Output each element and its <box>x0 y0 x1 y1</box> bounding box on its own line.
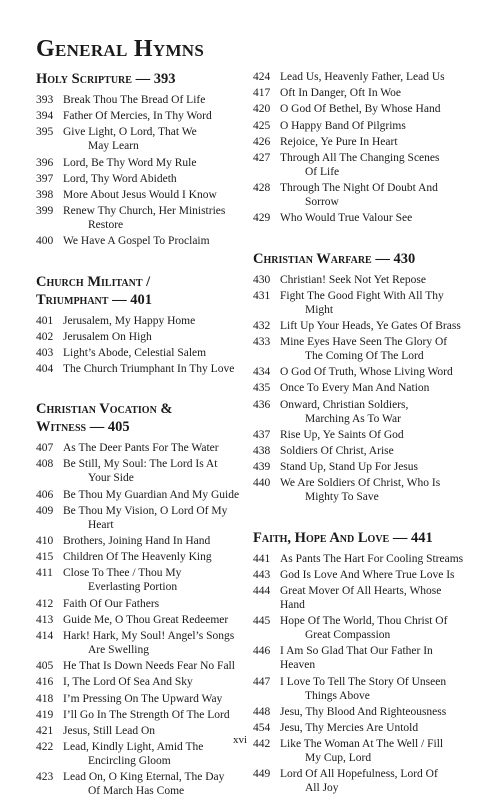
hymn-title-line: I Am So Glad That Our Father In Heaven <box>280 645 433 672</box>
hymn-entry <box>36 597 246 611</box>
hymn-number: 432 <box>253 319 271 332</box>
section-heading-line: Holy Scripture — 393 <box>36 71 176 87</box>
hymn-number: 430 <box>253 273 271 286</box>
hymn-title <box>63 441 246 455</box>
hymn-number: 435 <box>253 382 271 395</box>
hymn-title <box>280 365 467 379</box>
hymn-entry <box>36 172 246 186</box>
hymn-entry <box>253 273 467 287</box>
hymn-title-continuation: Things Above <box>305 689 370 702</box>
hymn-number: 412 <box>36 597 54 610</box>
hymn-entry <box>253 70 467 84</box>
hymn-title-line: Guide Me, O Thou Great Redeemer <box>63 613 229 626</box>
hymn-title-line: Brothers, Joining Hand In Hand <box>63 535 211 547</box>
hymn-entry <box>253 135 467 149</box>
hymn-title <box>280 460 467 474</box>
hymn-number: 425 <box>253 119 271 132</box>
hymn-entry <box>36 314 246 328</box>
hymn-title <box>280 151 467 179</box>
hymn-number: 410 <box>36 535 54 547</box>
hymn-title-line: Christian! Seek Not Yet Repose <box>280 273 426 286</box>
hymn-title-line: We Have A Gospel To Proclaim <box>63 235 210 248</box>
hymn-title-continuation: Everlasting Portion <box>88 581 178 594</box>
hymn-title <box>63 346 246 360</box>
section-continued <box>253 70 467 225</box>
hymn-title-line: Rejoice, Ye Pure In Heart <box>280 135 398 148</box>
hymn-entry <box>253 119 467 133</box>
hymn-title <box>280 102 467 116</box>
hymn-number: 443 <box>253 568 271 581</box>
hymn-title <box>63 708 246 722</box>
hymn-number: 449 <box>253 768 271 781</box>
hymn-number: 402 <box>36 330 54 343</box>
section-heading-line: Christian Warfare — 430 <box>253 250 416 267</box>
hymn-title <box>280 70 467 84</box>
hymn-title <box>63 93 246 107</box>
hymn-entry <box>36 346 246 360</box>
hymn-entry <box>253 428 467 442</box>
hymn-title <box>63 629 246 657</box>
hymn-title-line: Father Of Mercies, In Thy Word <box>63 110 212 123</box>
hymn-number: 454 <box>253 721 271 734</box>
hymn-title-line: Mine Eyes Have Seen The Glory Of <box>280 336 448 349</box>
hymn-entry <box>253 476 467 504</box>
hymn-title <box>63 362 246 376</box>
hymn-entry <box>253 614 467 642</box>
section-heading <box>253 529 467 547</box>
hymn-title <box>280 428 467 442</box>
hymn-number: 448 <box>253 705 271 718</box>
hymn-entry <box>253 365 467 379</box>
hymn-entry <box>36 457 246 485</box>
hymn-title <box>280 211 467 225</box>
hymn-title <box>63 659 246 673</box>
hymn-number: 403 <box>36 346 54 359</box>
hymn-number: 395 <box>36 126 54 139</box>
hymn-title-line: Onward, Christian Soldiers, <box>280 398 409 411</box>
hymn-title <box>280 721 467 735</box>
hymn-title <box>280 289 467 317</box>
hymn-title-continuation: May Learn <box>88 140 139 153</box>
section-heading <box>253 250 467 268</box>
hymn-number: 399 <box>36 205 54 218</box>
hymn-title-line: Lift Up Your Heads, Ye Gates Of Brass <box>280 319 461 332</box>
hymn-entry <box>253 102 467 116</box>
hymn-title <box>280 568 467 582</box>
section-heading-line: Witness — 405 <box>36 419 130 436</box>
hymn-entry <box>36 613 246 627</box>
hymn-title <box>63 613 246 627</box>
hymn-entry <box>36 629 246 657</box>
hymn-title-continuation: Sorrow <box>305 196 339 209</box>
hymn-title-line: Oft In Danger, Oft In Woe <box>280 87 402 100</box>
hymn-title <box>63 597 246 611</box>
section-holy-scripture-393 <box>36 70 246 248</box>
hymn-number: 431 <box>253 289 271 302</box>
hymn-entry <box>253 568 467 582</box>
hymn-title-line: More About Jesus Would I Know <box>63 188 217 201</box>
hymn-title-continuation: Are Swelling <box>88 643 150 656</box>
section-heading <box>36 273 246 309</box>
hymn-number: 414 <box>36 629 54 642</box>
hymn-title-continuation: Great Compassion <box>305 629 391 642</box>
hymn-title-line: Who Would True Valour See <box>280 212 413 225</box>
hymn-title-line: Lord Of All Hopefulness, Lord Of <box>280 768 438 781</box>
hymn-title-line: Great Mover Of All Hearts, Whose Hand <box>280 584 442 611</box>
hymn-number: 397 <box>36 172 54 185</box>
hymn-title <box>63 234 246 248</box>
hymn-number: 421 <box>36 724 54 737</box>
hymn-title <box>63 109 246 123</box>
right-column <box>253 70 467 797</box>
hymn-title-line: Children Of The Heavenly King <box>63 551 212 564</box>
hymn-number: 424 <box>253 71 271 83</box>
hymn-number: 411 <box>36 567 53 580</box>
hymn-title <box>280 644 467 672</box>
hymn-entry <box>36 330 246 344</box>
hymn-entry <box>36 234 246 248</box>
section-spacer <box>253 507 467 529</box>
hymn-title-line: Soldiers Of Christ, Arise <box>280 445 394 457</box>
hymn-title <box>280 552 467 566</box>
hymn-title <box>63 770 246 798</box>
hymn-number: 439 <box>253 461 271 474</box>
hymn-title <box>280 767 467 795</box>
hymn-title-line: O Happy Band Of Pilgrims <box>280 119 406 132</box>
hymn-title <box>63 692 246 706</box>
hymn-title-continuation: Encircling Gloom <box>88 755 171 768</box>
hymn-title-line: Faith Of Our Fathers <box>63 597 160 610</box>
hymn-title-line: O God Of Bethel, By Whose Hand <box>280 103 441 116</box>
section-heading-line: Faith, Hope And Love — 441 <box>253 529 433 546</box>
hymn-entry <box>253 444 467 458</box>
hymn-title-line: Hope Of The World, Thou Christ Of <box>280 615 448 628</box>
hymn-title-line: Jerusalem, My Happy Home <box>63 314 196 327</box>
hymn-title-continuation: Of Life <box>305 165 340 178</box>
section-church-militant <box>36 273 246 377</box>
hymn-number: 433 <box>253 336 271 349</box>
hymn-title-continuation: All Joy <box>305 782 339 795</box>
hymn-title-line: We Are Soldiers Of Christ, Who Is <box>280 477 441 490</box>
hymn-number: 394 <box>36 110 54 123</box>
hymn-title <box>280 444 467 458</box>
hymn-number: 429 <box>253 212 271 225</box>
hymn-title <box>280 398 467 426</box>
hymn-title-continuation: Might <box>305 303 334 316</box>
hymn-entry <box>36 675 246 689</box>
hymn-number: 398 <box>36 188 54 201</box>
hymn-number: 445 <box>253 615 271 628</box>
hymn-title-line: As Pants The Hart For Cooling Streams <box>280 552 464 565</box>
page-title: General Hymns <box>36 36 205 62</box>
hymn-entry <box>253 151 467 179</box>
hymn-number: 408 <box>36 458 54 471</box>
hymn-number: 420 <box>253 103 271 116</box>
hymn-number: 419 <box>36 708 54 721</box>
hymn-entry <box>36 770 246 798</box>
hymn-title <box>280 476 467 504</box>
hymn-number: 428 <box>253 182 271 195</box>
hymn-title-line: Lord, Thy Word Abideth <box>63 172 177 185</box>
hymn-entry <box>253 335 467 363</box>
hymn-title <box>280 705 467 719</box>
hymn-title <box>63 566 246 594</box>
hymn-title-line: I’m Pressing On The Upward Way <box>63 692 223 705</box>
hymn-title-line: Rise Up, Ye Saints Of God <box>280 428 404 441</box>
hymn-title <box>280 273 467 287</box>
page-number: xvi <box>232 734 248 746</box>
hymn-title-continuation: Restore <box>88 219 124 232</box>
hymn-title-line: Renew Thy Church, Her Ministries <box>63 205 226 218</box>
hymn-title <box>63 675 246 689</box>
hymn-entry <box>253 721 467 735</box>
hymn-title-line: Lead On, O King Eternal, The Day <box>63 771 225 784</box>
hymn-number: 423 <box>36 771 54 784</box>
hymn-entry <box>253 767 467 795</box>
hymn-title-continuation: The Coming Of The Lord <box>305 350 424 363</box>
hymn-number: 422 <box>36 741 54 754</box>
section-heading-line: Christian Vocation & <box>36 401 173 418</box>
hymn-title-line: I, The Lord Of Sea And Sky <box>63 676 193 689</box>
hymn-entry <box>36 566 246 594</box>
hymn-number: 404 <box>36 363 54 376</box>
hymn-title-line: Once To Every Man And Nation <box>280 382 430 395</box>
hymn-title-line: Stand Up, Stand Up For Jesus <box>280 461 419 474</box>
hymn-entry <box>36 362 246 376</box>
hymn-title <box>63 488 246 502</box>
hymn-entry <box>36 188 246 202</box>
hymn-title <box>63 125 246 153</box>
hymn-title <box>63 457 246 485</box>
hymn-number: 401 <box>36 314 54 327</box>
hymn-entry <box>253 460 467 474</box>
hymn-number: 426 <box>253 135 271 148</box>
hymn-number: 434 <box>253 366 271 379</box>
hymn-title-line: As The Deer Pants For The Water <box>63 442 219 455</box>
hymn-number: 437 <box>253 428 271 441</box>
hymn-title <box>63 504 246 532</box>
hymn-title-line: Jesu, Thy Blood And Righteousness <box>280 705 447 718</box>
hymn-title-continuation: Heart <box>88 518 114 531</box>
hymn-title <box>63 204 246 232</box>
section-christian-warfare-430 <box>253 250 467 505</box>
section-spacer <box>36 251 246 273</box>
hymn-number: 418 <box>36 692 54 705</box>
hymn-number: 409 <box>36 504 54 517</box>
hymn-number: 447 <box>253 675 271 688</box>
hymn-entry <box>36 488 246 502</box>
hymn-number: 413 <box>36 613 54 626</box>
hymn-number: 446 <box>253 645 271 658</box>
hymn-number: 441 <box>253 552 271 565</box>
hymn-entry <box>36 125 246 153</box>
hymn-title <box>63 314 246 328</box>
hymn-title-line: O God Of Truth, Whose Living Word <box>280 366 453 379</box>
hymn-entry <box>36 441 246 455</box>
hymn-entry <box>253 584 467 612</box>
hymn-entry <box>253 675 467 703</box>
hymn-number: 438 <box>253 445 271 457</box>
hymn-entry <box>253 705 467 719</box>
hymn-number: 407 <box>36 442 54 455</box>
hymn-title <box>63 172 246 186</box>
hymn-title-continuation: Mighty To Save <box>305 491 379 504</box>
hymn-title <box>63 188 246 202</box>
hymn-entry <box>36 659 246 673</box>
hymn-title-line: Close To Thee / Thou My <box>63 567 182 580</box>
hymn-number: 417 <box>253 87 271 100</box>
hymn-title-line: Through All The Changing Scenes <box>280 151 440 164</box>
hymn-entry <box>36 93 246 107</box>
section-spacer <box>36 378 246 400</box>
hymn-title-continuation: Marching As To War <box>305 412 401 425</box>
hymn-title-line: Lead, Kindly Light, Amid The <box>63 741 204 754</box>
hymn-number: 406 <box>36 488 54 501</box>
hymn-title <box>63 330 246 344</box>
hymn-title-line: Break Thou The Bread Of Life <box>63 94 206 106</box>
hymn-title <box>63 534 246 548</box>
hymn-entry <box>253 319 467 333</box>
hymn-title-line: Through The Night Of Doubt And <box>280 182 438 195</box>
hymn-entry <box>253 644 467 672</box>
hymn-title-line: Jesus, Still Lead On <box>63 724 155 737</box>
hymn-title <box>63 156 246 170</box>
hymn-title-line: I’ll Go In The Strength Of The Lord <box>63 708 230 721</box>
hymn-title-line: Fight The Good Fight With All Thy <box>280 289 444 302</box>
hymn-number: 416 <box>36 676 54 689</box>
section-spacer <box>253 228 467 250</box>
hymn-entry <box>36 156 246 170</box>
hymn-title-line: Be Still, My Soul: The Lord Is At <box>63 458 218 471</box>
hymn-title-line: Give Light, O Lord, That We <box>63 126 197 139</box>
hymn-number: 427 <box>253 151 271 164</box>
hymn-number: 393 <box>36 94 54 106</box>
left-column <box>36 70 246 800</box>
hymn-entry <box>36 204 246 232</box>
hymn-title-line: Like The Woman At The Well / Fill <box>280 738 444 751</box>
hymn-title <box>280 614 467 642</box>
hymn-title <box>280 675 467 703</box>
hymn-entry <box>36 708 246 722</box>
hymn-entry <box>36 504 246 532</box>
hymn-entry <box>36 534 246 548</box>
hymn-entry <box>36 692 246 706</box>
hymn-title-line: I Love To Tell The Story Of Unseen <box>280 675 447 688</box>
section-heading-line: Church Militant / <box>36 273 151 290</box>
hymn-number: 405 <box>36 660 54 673</box>
hymn-entry <box>253 552 467 566</box>
hymn-title <box>280 86 467 100</box>
hymn-title <box>280 135 467 149</box>
hymn-title <box>280 381 467 395</box>
hymn-title-line: Light’s Abode, Celestial Salem <box>63 346 207 359</box>
hymn-number: 400 <box>36 235 54 248</box>
hymn-entry <box>253 86 467 100</box>
hymn-number: 444 <box>253 584 271 597</box>
hymn-title-line: Lead Us, Heavenly Father, Lead Us <box>280 71 445 83</box>
section-heading <box>36 70 246 88</box>
hymn-title-continuation: My Cup, Lord <box>305 752 372 765</box>
hymn-number: 436 <box>253 398 271 411</box>
hymn-entry <box>253 381 467 395</box>
hymn-title-line: Be Thou My Guardian And My Guide <box>63 488 240 501</box>
hymn-title <box>280 181 467 209</box>
section-faith-hope-and-love-441 <box>253 529 467 796</box>
hymn-entry <box>253 289 467 317</box>
hymn-title-line: God Is Love And Where True Love Is <box>280 568 455 581</box>
hymn-number: 442 <box>253 738 271 751</box>
hymn-title <box>280 319 467 333</box>
hymn-entry <box>253 398 467 426</box>
hymn-title <box>280 335 467 363</box>
hymn-title <box>63 550 246 564</box>
section-heading <box>36 400 246 436</box>
hymn-title-line: Lord, Be Thy Word My Rule <box>63 156 197 169</box>
section-heading-line: Triumphant — 401 <box>36 291 152 308</box>
hymn-title-continuation: Of March Has Come <box>88 785 185 798</box>
hymn-title <box>280 584 467 612</box>
hymn-number: 396 <box>36 156 54 169</box>
hymn-title-line: Jesu, Thy Mercies Are Untold <box>280 721 419 734</box>
hymn-entry <box>253 181 467 209</box>
hymn-entry <box>253 211 467 225</box>
hymn-title <box>280 119 467 133</box>
hymn-title-line: Hark! Hark, My Soul! Angel’s Songs <box>63 629 235 642</box>
hymn-entry <box>36 109 246 123</box>
hymn-title-line: Be Thou My Vision, O Lord Of My <box>63 504 228 517</box>
hymn-title-continuation: Your Side <box>88 472 134 485</box>
hymn-title-line: Jerusalem On High <box>63 330 152 343</box>
hymn-title-line: He That Is Down Needs Fear No Fall <box>63 660 235 673</box>
hymn-entry <box>36 550 246 564</box>
hymn-number: 440 <box>253 477 271 490</box>
hymn-number: 415 <box>36 551 54 564</box>
hymn-title-line: The Church Triumphant In Thy Love <box>63 363 235 376</box>
